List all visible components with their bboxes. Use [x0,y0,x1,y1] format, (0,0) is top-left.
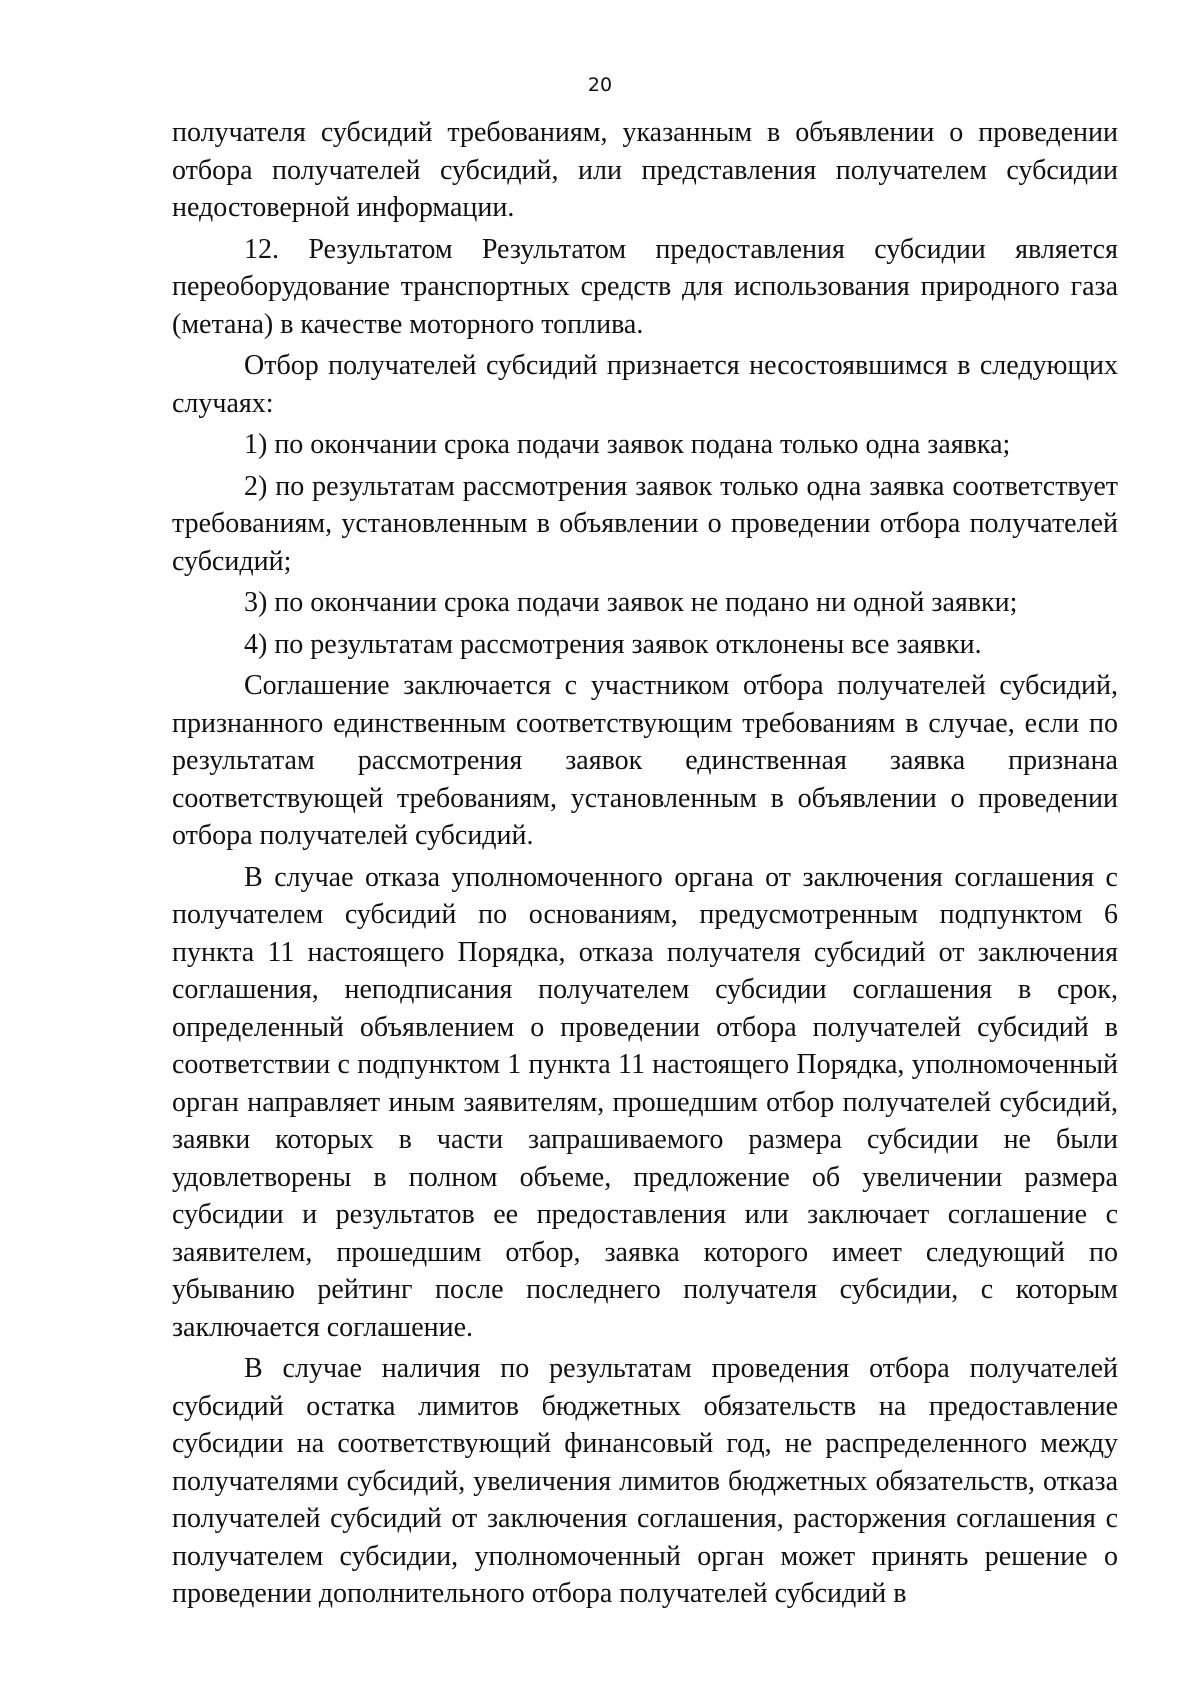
paragraph-continuation: получателя субсидий требованиям, указанным в объявлении о проведении отбора получателей субсидий, или представления получателем субсидии недостоверной информации. [172,117,1118,223]
paragraph-additional-selection: В случае наличия по результатам проведения отбора получателей субсидий остатка лимитов бюджетных обязательств на предоставление субсидии на соответствующий финансовый год, не распределенного между получателями субсидий, увеличения лимитов бюджетных обязательств, отказа получателей субсидий от заключения соглашения, расторжения соглашения с получателем субсидии, уполномоченный орган может принять решение о проведении дополнительного отбора получателей субсидий в [172,1353,1118,1609]
paragraph-selection-failed: Отбор получателей субсидий признается несостоявшимся в следующих случаях: [172,350,1118,419]
list-item-4: 4) по результатам рассмотрения заявок отклонены все заявки. [244,628,982,660]
list-item-1: 1) по окончании срока подачи заявок подана только одна заявка; [244,429,1011,460]
page-number: 20 [587,74,613,96]
list-item-2: 2) по результатам рассмотрения заявок только одна заявка соответствует требованиям, установленным в объявлении о проведении отбора получателей субсидий; [172,470,1118,577]
paragraph-item-12-result: 12. Результатом Результатом предоставления субсидии является переоборудование транспортных средств для использования природного газа (метана) в качестве моторного топлива. [172,233,1118,340]
paragraph-agreement: Соглашение заключается с участником отбора получателей субсидий, признанного единственным соответствующим требованиям в случае, если по результатам рассмотрения заявок единственная заявка признана соответствующей требованиям, установленным в объявлении о проведении отбора получателей субсидий. [172,670,1118,851]
document-body [172,114,1118,1613]
paragraph-refusal: В случае отказа уполномоченного органа от заключения соглашения с получателем субсидий по основаниям, предусмотренным подпунктом 6 пункта 11 настоящего Порядка, отказа получателя субсидий от заключения соглашения, неподписания получателем субсидии соглашения в срок, определенный объявлением о проведении отбора получателей субсидий в соответствии с подпунктом 1 пункта 11 настоящего Порядка, уполномоченный орган направляет иным заявителям, прошедшим отбор получателей субсидий, заявки которых в части запрашиваемого размера субсидии не были удовлетворены в полном объеме, предложение об увеличении размера субсидии и результатов ее предоставления или заключает соглашение с заявителем, прошедшим отбор, заявка которого имеет следующий по убыванию рейтинг после последнего получателя субсидии, с которым заключается соглашение. [172,861,1118,1343]
list-item-3: 3) по окончании срока подачи заявок не подано ни одной заявки; [244,587,1018,618]
